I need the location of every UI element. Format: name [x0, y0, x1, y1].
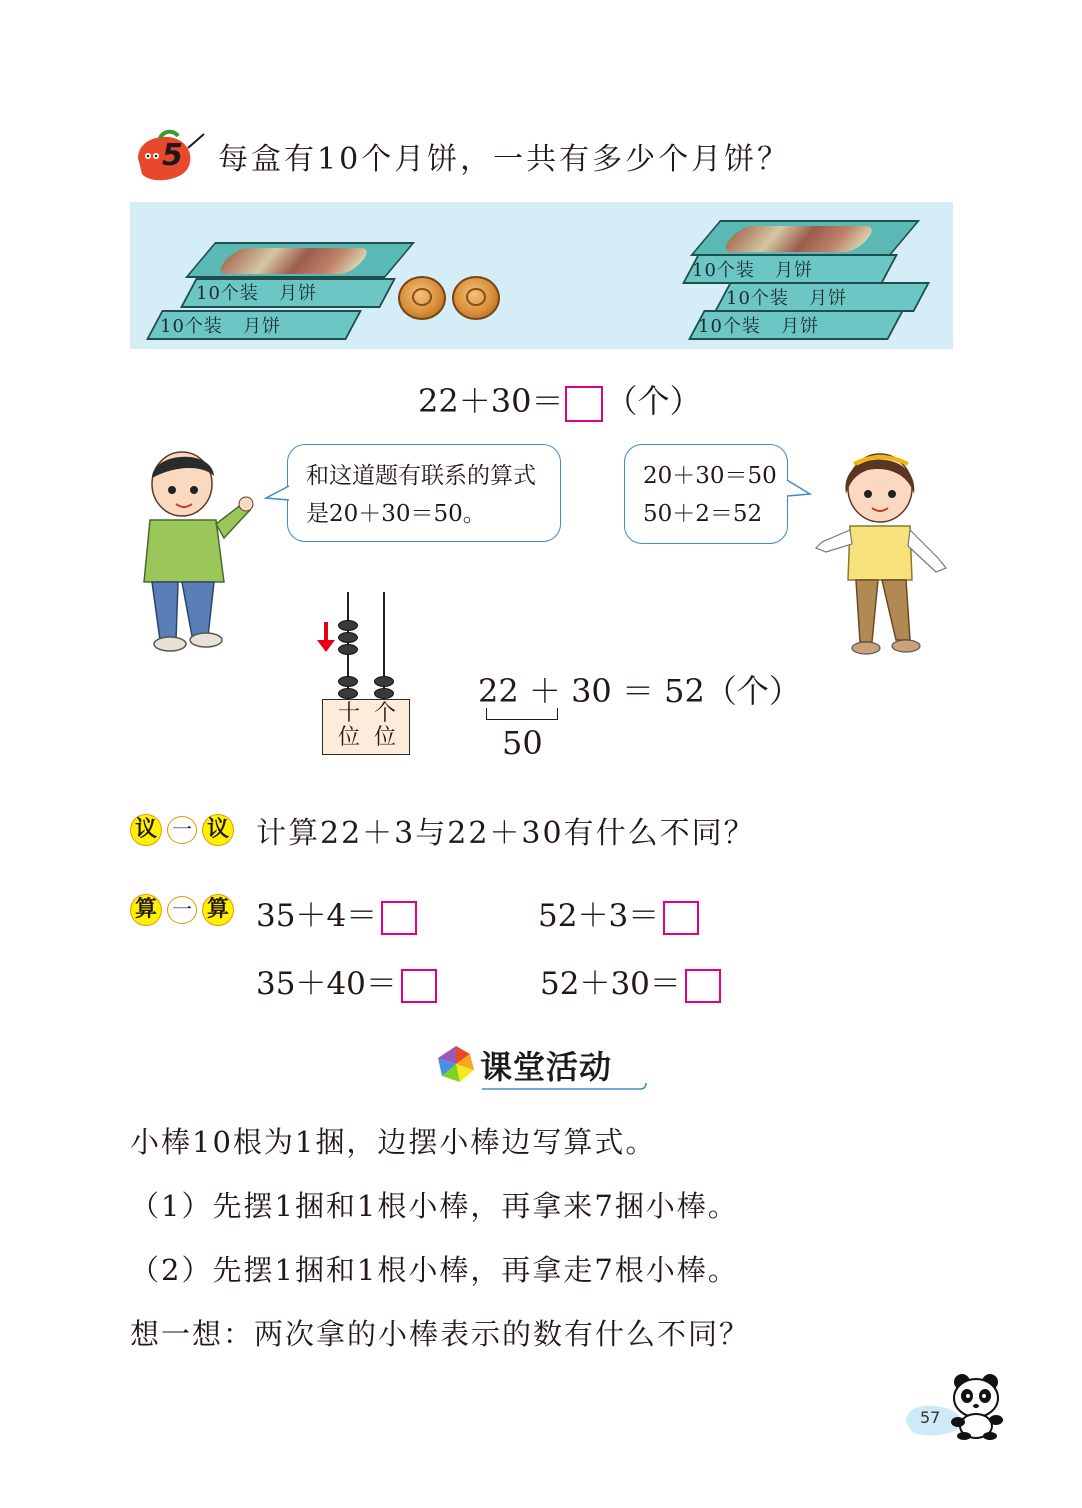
- box-label: [692, 256, 813, 280]
- calc-tag-mid: 一: [167, 896, 197, 924]
- equation-unit: （个）: [605, 382, 702, 420]
- box-label: [196, 279, 317, 303]
- boy-bubble-line1: 和这道题有联系的算式: [306, 463, 536, 489]
- girl-character: [808, 448, 954, 658]
- abacus-bead: [338, 620, 358, 631]
- box-label-count: 10个装: [160, 316, 223, 337]
- answer-box[interactable]: [565, 386, 603, 422]
- girl-speech-bubble: [624, 444, 788, 544]
- calc-expression: 35＋4＝: [256, 898, 378, 934]
- box-label: [160, 312, 281, 336]
- boy-character: [138, 448, 258, 654]
- equation-left: 22＋30＝: [418, 382, 564, 420]
- discuss-tag-left: 议: [130, 814, 162, 846]
- equation-solved: 22 ＋ 30 ＝ 52（个）: [478, 672, 801, 710]
- mooncake-illustration: [130, 202, 953, 349]
- girl-bubble-line2: 50＋2＝52: [643, 501, 763, 527]
- answer-box[interactable]: [381, 901, 417, 935]
- discuss-question: 计算22＋3与22＋30有什么不同？: [256, 816, 756, 851]
- answer-box[interactable]: [401, 969, 437, 1003]
- activity-title-text: 课堂活动: [480, 1048, 613, 1086]
- abacus-bead: [338, 688, 358, 699]
- calc-tag-right: 算: [202, 894, 234, 926]
- abacus-bead: [374, 688, 394, 699]
- girl-bubble-line1: 20＋30＝50: [643, 463, 777, 489]
- activity-intro: 小棒10根为1捆，边摆小棒边写算式。: [130, 1125, 657, 1159]
- ones-label-top: 个: [373, 701, 396, 726]
- mooncake: [452, 276, 500, 320]
- box-label: [726, 284, 847, 308]
- calc-expression: 52＋30＝: [540, 966, 681, 1002]
- abacus-tens-label: [337, 702, 361, 750]
- boy-bubble-line2: 是20＋30＝50。: [306, 501, 486, 527]
- discuss-tag: [130, 812, 238, 848]
- abacus-bead: [338, 644, 358, 655]
- partial-sum-bracket: [486, 708, 558, 720]
- calc-tag: [130, 892, 238, 928]
- problem-number-badge: [130, 128, 208, 184]
- equation-blank: [418, 376, 701, 422]
- calc-expression: 52＋3＝: [538, 898, 660, 934]
- problem-number: 5: [162, 138, 183, 173]
- calc-tag-left: 算: [130, 894, 162, 926]
- partial-sum: 50: [502, 724, 543, 762]
- box-label-name: 月饼: [243, 316, 282, 337]
- down-arrow-icon: [314, 620, 338, 654]
- activity-step-2: （2）先摆1捆和1根小棒，再拿走7根小棒。: [130, 1253, 739, 1287]
- page-number: 57: [920, 1408, 941, 1427]
- pinwheel-icon: [436, 1044, 476, 1084]
- calc-item: [256, 890, 417, 935]
- abacus-ones-label: [373, 702, 397, 750]
- mooncake: [398, 276, 446, 320]
- box-label-name: 月饼: [781, 316, 820, 337]
- box-label-count: 10个装: [692, 260, 755, 281]
- answer-box[interactable]: [685, 969, 721, 1003]
- tens-label-bottom: 位: [337, 725, 360, 750]
- box-label-name: 月饼: [775, 260, 814, 281]
- panda-icon: [944, 1372, 1006, 1440]
- activity-think: 想一想：两次拿的小棒表示的数有什么不同？: [130, 1317, 751, 1351]
- box-label-name: 月饼: [279, 283, 318, 304]
- abacus-bead: [338, 632, 358, 643]
- title-underline: [480, 1076, 648, 1086]
- ones-label-bottom: 位: [373, 725, 396, 750]
- discuss-tag-right: 议: [202, 814, 234, 846]
- box-label-name: 月饼: [809, 288, 848, 309]
- abacus-bead: [374, 676, 394, 687]
- abacus-base: [322, 699, 410, 755]
- boy-speech-bubble: [287, 444, 561, 542]
- tens-label-top: 十: [337, 701, 360, 726]
- box-label-count: 10个装: [698, 316, 761, 337]
- mooncake-box-lid: [185, 242, 415, 278]
- activity-step-1: （1）先摆1捆和1根小棒，再拿来7捆小棒。: [130, 1189, 739, 1223]
- answer-box[interactable]: [663, 901, 699, 935]
- calc-expression: 35＋40＝: [256, 966, 397, 1002]
- box-label-count: 10个装: [726, 288, 789, 309]
- box-label-count: 10个装: [196, 283, 259, 304]
- abacus-bead: [338, 676, 358, 687]
- bubble-tail: [264, 484, 290, 504]
- mooncake-box-lid: [690, 220, 920, 256]
- discuss-tag-mid: 一: [167, 816, 197, 844]
- calc-item: [256, 958, 437, 1003]
- calc-item: [540, 958, 721, 1003]
- box-label: [698, 312, 819, 336]
- calc-item: [538, 890, 699, 935]
- problem-question: 每盒有10个月饼，一共有多少个月饼？: [218, 142, 791, 177]
